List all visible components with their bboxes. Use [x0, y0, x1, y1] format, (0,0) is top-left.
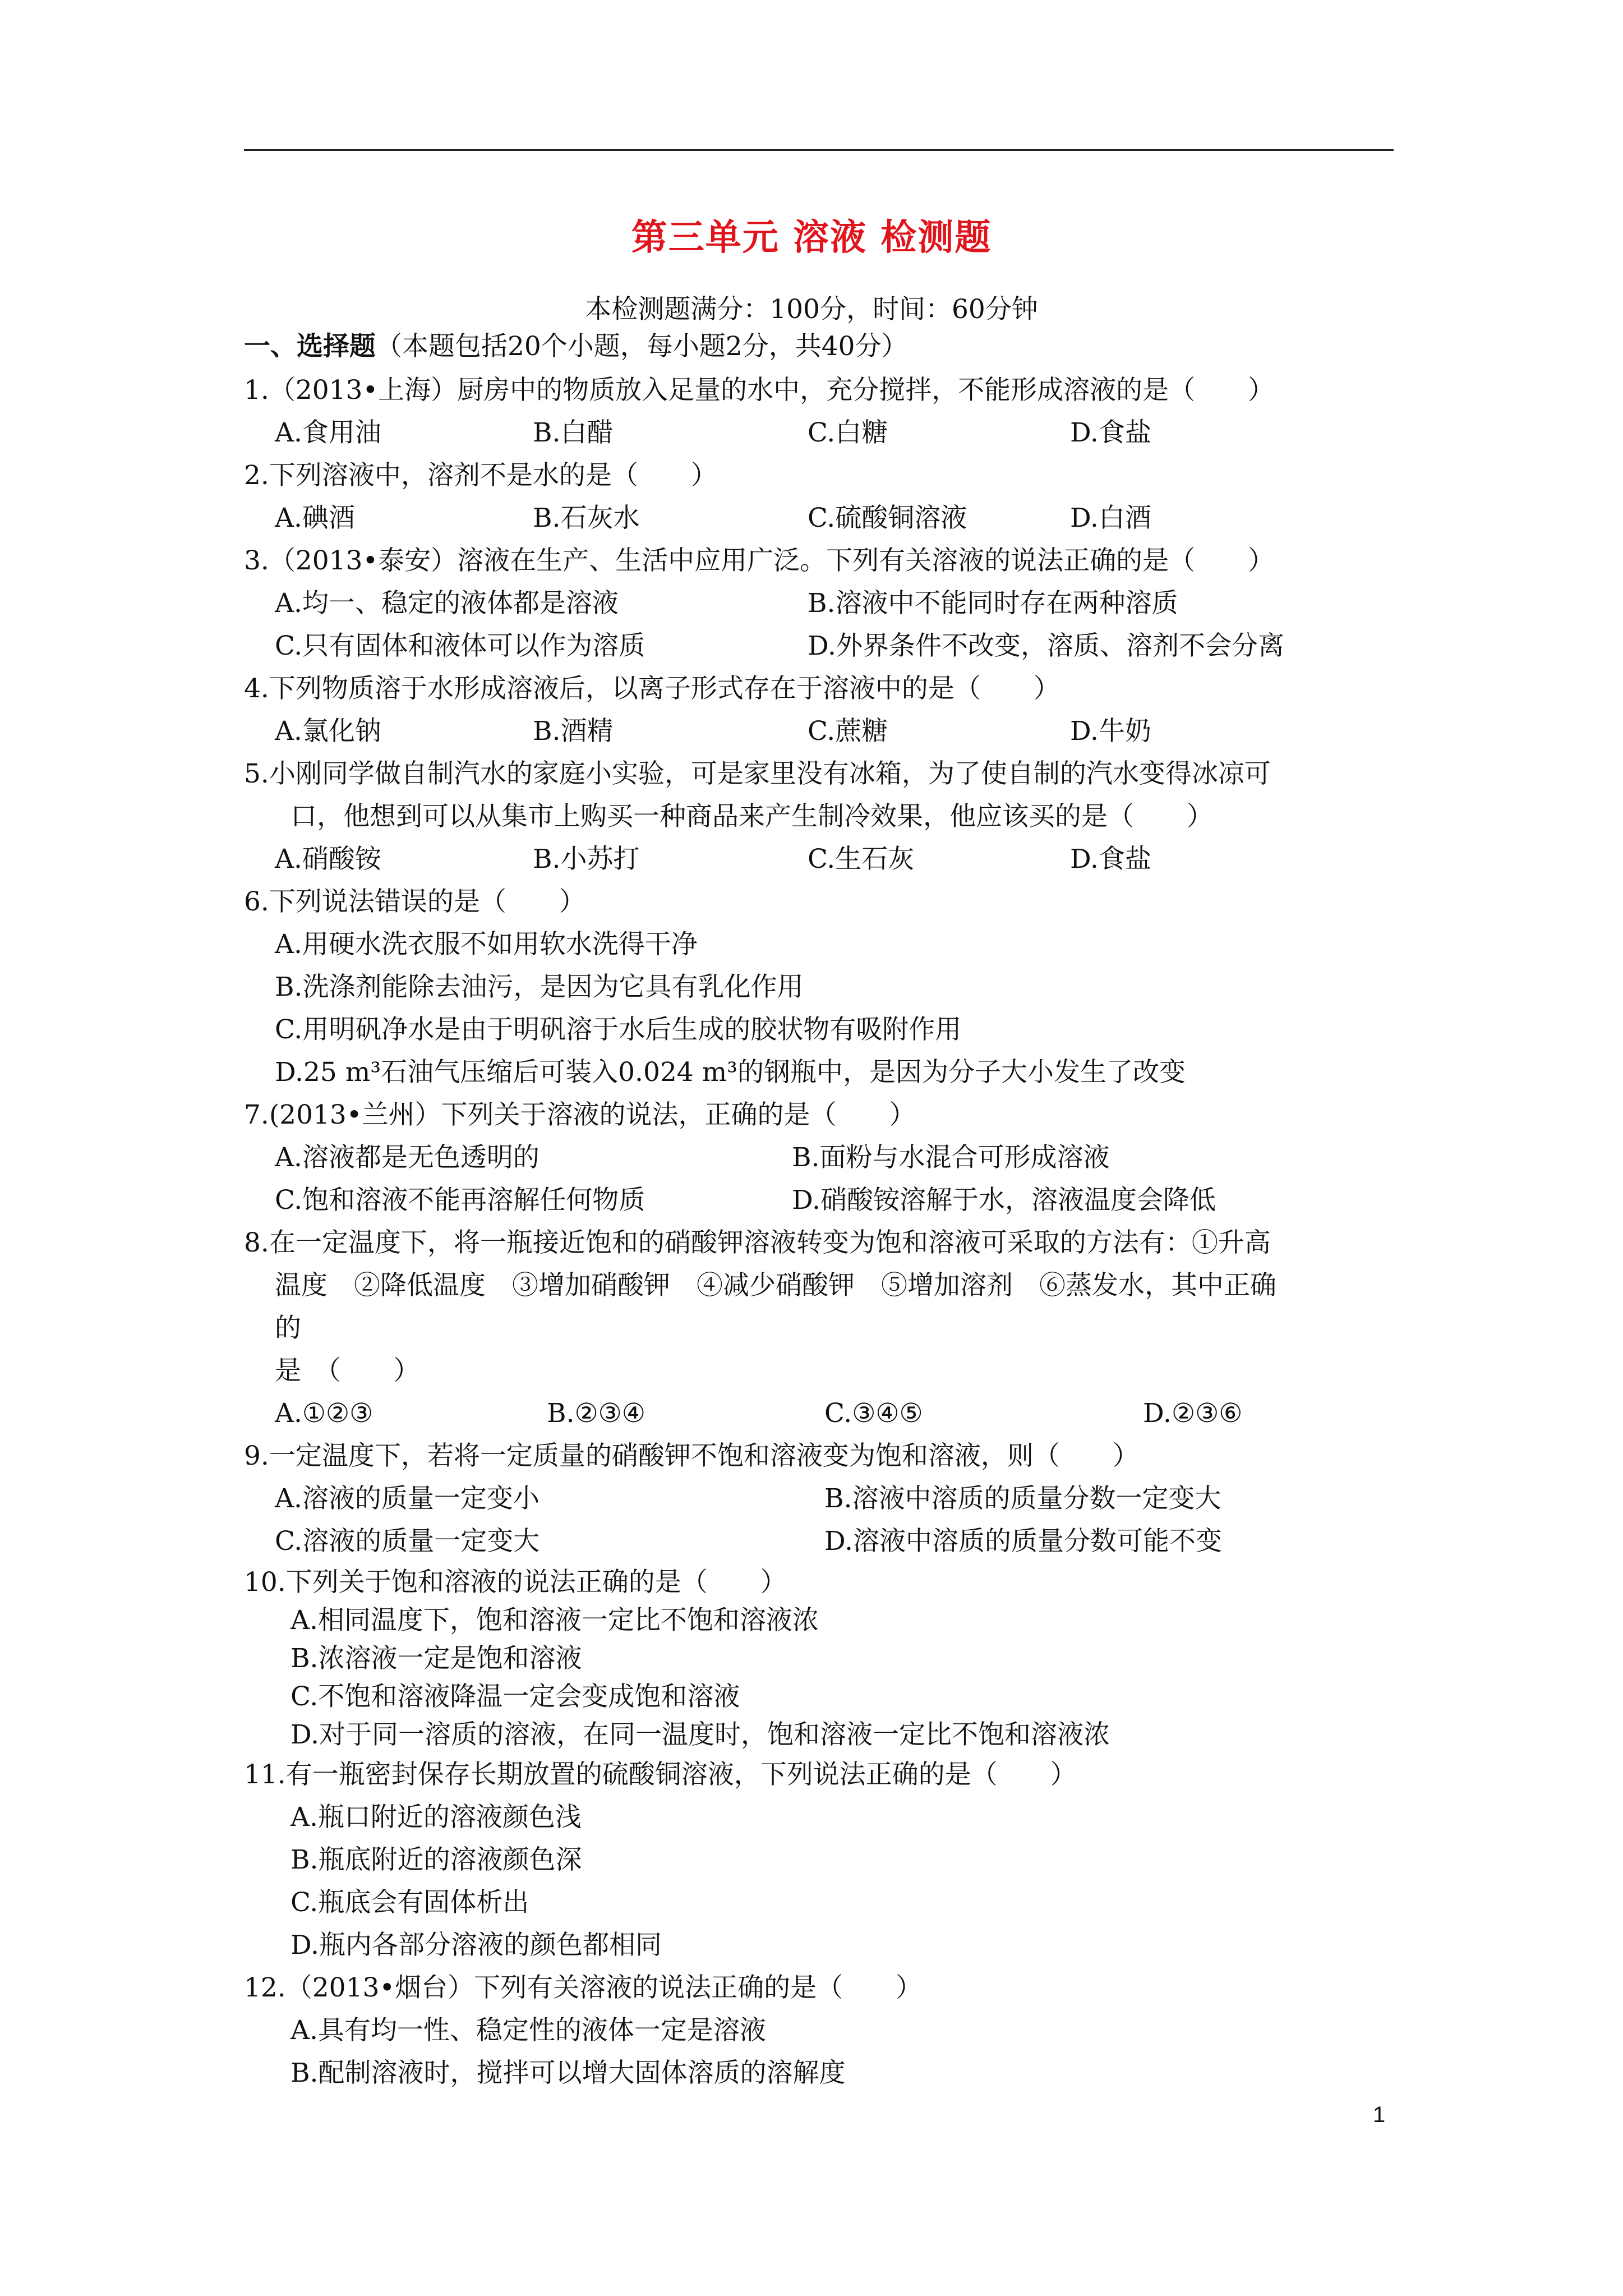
option: B.浓溶液一定是饱和溶液: [291, 1643, 582, 1674]
option: A.溶液都是无色透明的: [275, 1142, 540, 1173]
option: D.外界条件不改变，溶质、溶剂不会分离: [808, 631, 1284, 661]
option: B.②③④: [547, 1398, 645, 1429]
question-stem: 6.下列说法错误的是（ ）: [244, 886, 585, 917]
question-stem: 9.一定温度下，若将一定质量的硝酸钾不饱和溶液变为饱和溶液，则（ ）: [244, 1441, 1139, 1471]
option: A.具有均一性、稳定性的液体一定是溶液: [291, 2015, 766, 2046]
option: C.③④⑤: [824, 1398, 923, 1429]
question-stem: 5.小刚同学做自制汽水的家庭小实验，可是家里没有冰箱，为了使自制的汽水变得冰凉可: [244, 758, 1271, 789]
option: A.相同温度下，饱和溶液一定比不饱和溶液浓: [291, 1605, 819, 1636]
option: D.瓶内各部分溶液的颜色都相同: [291, 1930, 662, 1961]
option: D.溶液中溶质的质量分数可能不变: [824, 1526, 1222, 1557]
page-number: 1: [1373, 2102, 1386, 2127]
question-stem: 3.（2013•泰安）溶液在生产、生活中应用广泛。下列有关溶液的说法正确的是（ ）: [244, 545, 1275, 576]
option: C.硫酸铜溶液: [808, 503, 967, 533]
option: D.食盐: [1070, 844, 1151, 875]
option: D.硝酸铵溶解于水，溶液温度会降低: [792, 1185, 1216, 1216]
option: B.瓶底附近的溶液颜色深: [291, 1844, 582, 1875]
question-stem: 10.下列关于饱和溶液的说法正确的是（ ）: [244, 1567, 787, 1598]
option: C.白糖: [808, 417, 888, 448]
question-stem: 的: [275, 1313, 301, 1343]
question-stem: 口，他想到可以从集市上购买一种商品来产生制冷效果，他应该买的是（ ）: [291, 801, 1213, 832]
option: D.对于同一溶质的溶液，在同一温度时，饱和溶液一定比不饱和溶液浓: [291, 1719, 1110, 1750]
question-stem: 1.（2013•上海）厨房中的物质放入足量的水中，充分搅拌，不能形成溶液的是（ ）: [244, 375, 1275, 406]
option: A.用硬水洗衣服不如用软水洗得干净: [275, 929, 698, 960]
option: B.白醋: [533, 417, 614, 448]
option: C.饱和溶液不能再溶解任何物质: [275, 1185, 645, 1216]
option: C.蔗糖: [808, 716, 888, 747]
exam-info: 本检测题满分：100分，时间：60分钟: [585, 294, 1038, 325]
question-stem: 温度 ②降低温度 ③增加硝酸钾 ④减少硝酸钾 ⑤增加溶剂 ⑥蒸发水，其中正确: [275, 1270, 1276, 1301]
option: A.①②③: [275, 1398, 374, 1429]
question-stem: 12.（2013•烟台）下列有关溶液的说法正确的是（ ）: [244, 1972, 923, 2003]
question-stem: 11.有一瓶密封保存长期放置的硫酸铜溶液，下列说法正确的是（ ）: [244, 1759, 1077, 1790]
option: D.②③⑥: [1143, 1398, 1243, 1429]
option: B.石灰水: [533, 503, 640, 533]
option: D.牛奶: [1070, 716, 1151, 747]
question-stem: 2.下列溶液中，溶剂不是水的是（ ）: [244, 460, 717, 491]
option: A.溶液的质量一定变小: [275, 1483, 540, 1514]
header-rule: [244, 149, 1394, 151]
option: B.面粉与水混合可形成溶液: [792, 1142, 1110, 1173]
section-note: （本题包括20个小题，每小题2分，共40分）: [376, 331, 908, 362]
option: D.25 m³石油气压缩后可装入0.024 m³的钢瓶中，是因为分子大小发生了改变: [275, 1057, 1186, 1088]
question-stem: 7.(2013•兰州）下列关于溶液的说法，正确的是（ ）: [244, 1099, 916, 1130]
option: A.碘酒: [275, 503, 355, 533]
option: A.瓶口附近的溶液颜色浅: [291, 1802, 582, 1833]
section-heading: [244, 333, 908, 360]
option: B.溶液中不能同时存在两种溶质: [808, 588, 1178, 619]
option: B.小苏打: [533, 844, 640, 875]
option: B.洗涤剂能除去油污，是因为它具有乳化作用: [275, 972, 804, 1002]
option: C.只有固体和液体可以作为溶质: [275, 631, 645, 661]
option: A.食用油: [275, 417, 381, 448]
option: C.不饱和溶液降温一定会变成饱和溶液: [291, 1681, 740, 1712]
page-title: 第三单元 溶液 检测题: [631, 217, 992, 259]
option: C.溶液的质量一定变大: [275, 1526, 540, 1557]
option: C.瓶底会有固体析出: [291, 1887, 529, 1918]
question-stem: 4.下列物质溶于水形成溶液后，以离子形式存在于溶液中的是（ ）: [244, 673, 1060, 704]
option: B.配制溶液时，搅拌可以增大固体溶质的溶解度: [291, 2058, 846, 2088]
section-title: 一、选择题: [244, 331, 376, 362]
option: C.用明矾净水是由于明矾溶于水后生成的胶状物有吸附作用: [275, 1014, 962, 1045]
option: C.生石灰: [808, 844, 915, 875]
option: B.溶液中溶质的质量分数一定变大: [824, 1483, 1221, 1514]
option: A.硝酸铵: [275, 844, 381, 875]
question-stem: 8.在一定温度下，将一瓶接近饱和的硝酸钾溶液转变为饱和溶液可采取的方法有：①升高: [244, 1227, 1271, 1258]
option: D.食盐: [1070, 417, 1151, 448]
option: B.酒精: [533, 716, 614, 747]
option: A.氯化钠: [275, 716, 381, 747]
option: A.均一、稳定的液体都是溶液: [275, 588, 619, 619]
question-stem: 是 （ ）: [275, 1355, 420, 1386]
option: D.白酒: [1070, 503, 1151, 533]
